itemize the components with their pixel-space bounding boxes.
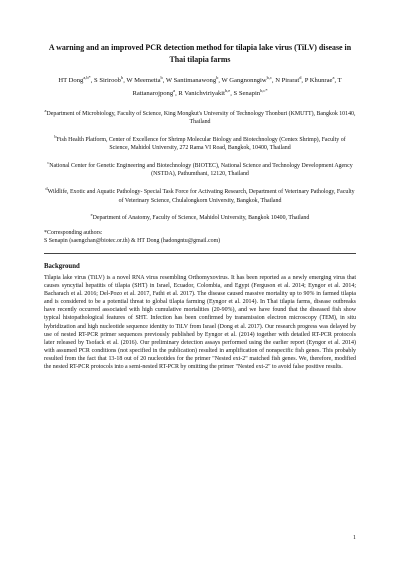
affiliation-list xyxy=(44,107,356,223)
affiliation xyxy=(44,185,356,205)
author-name: P Khunrae xyxy=(304,77,333,85)
paper-title: A warning and an improved PCR detection method for tilapia lake virus (TiLV) disease in Thai tilapia farms xyxy=(48,43,352,64)
affiliation xyxy=(44,159,356,179)
page-number: 1 xyxy=(353,535,356,541)
author-affiliation-mark: b xyxy=(216,75,219,80)
author-affiliation-mark: b,c* xyxy=(260,87,268,93)
affiliation-text: National Center for Genetic Engineering and Biotechnology (BIOTEC), National Science and Technology Development Agency (NSTDA), Pathumthani, 12120, Thailand xyxy=(49,162,353,178)
author-affiliation-mark: b,c xyxy=(266,75,272,80)
affiliation-mark: a xyxy=(44,107,47,113)
author-affiliation-mark: d xyxy=(299,75,302,80)
author-name: S Senapin xyxy=(233,89,261,97)
author-affiliation-mark: a xyxy=(332,75,335,80)
author-name: W Gangnonngiw xyxy=(221,77,267,85)
background-paragraph: Tilapia lake virus (TiLV) is a novel RNA virus resembling Orthomyxovirus. It has been reported as a newly emerging virus that causes syncytial hepatitis of tilapia (SHT) in Israel, Ecuador, Colombia, and Egypt (Ferguson et al. 2014; Eyngor et al. 2014; Bacharach et al. 2016; Del-Pozo et al. 2017, Fathi et al. 2017). The disease caused massive mortality up to 90% in farmed tilapia and is considered to be a potential threat to global tilapia farming (Eyngor et al. 2014). In Thai tilapia farms, disease outbreaks have recently occurred associated with high cumulative mortalities (20-90%), and we have found that the diseased fish show typical histopathological features of SHT. Infection has been confirmed by transmission electron microscopy (TEM), in situ hybridization and high nucleotide sequence identity to TiLV from Israel (Dong et al. 2017). Our research progress was delayed by use of nested RT-PCR primer sequences previously published by Eyngor et al. (2014) together with detailed RT-PCR protocols later released by Tsofack et al. (2016). Our preliminary detection assays performed using the earlier report (Eyngor et al. 2014) with assumed PCR conditions (not specified in the publication) resulted in amplification of nonspecific fish genes. This probably resulted from the fact that 13-18 out of 20 nucleotides for the primer "Nested ext-2" matched fish genes. We, therefore, modified the nested RT-PCR protocols into a semi-nested RT-PCR by omitting the primer "Nested ext-2" to avoid false positive results. xyxy=(44,274,356,370)
author xyxy=(94,77,123,84)
author xyxy=(305,77,335,84)
affiliation-mark: d xyxy=(45,186,48,192)
author-name: HT Dong xyxy=(58,77,84,85)
corresponding-text: S Senapin (saengchan@biotec.or.th) & HT Dong (hadongntu@gmail.com) xyxy=(44,238,221,245)
affiliation xyxy=(44,211,356,223)
author xyxy=(166,77,218,84)
affiliation-text: Wildlife, Exotic and Aquatic Pathology- Special Task Force for Activating Research, Department of Veterinary Pathology, Faculty of Veterinary Science, Chulalongkorn University, Bangkok, Thailand xyxy=(47,189,355,204)
affiliation-mark: b xyxy=(54,133,57,139)
affiliation-mark: c xyxy=(47,159,50,165)
background-heading: Background xyxy=(44,262,80,270)
author-affiliation-mark: b xyxy=(120,75,124,80)
author-name: S Siriroob xyxy=(94,77,121,85)
author xyxy=(58,77,90,84)
author-name: W Meemetta xyxy=(126,77,161,85)
author-affiliation-mark: a xyxy=(173,87,176,93)
corresponding-label: *Corresponding authors: xyxy=(44,229,103,236)
affiliation xyxy=(44,133,356,153)
author-name: R Vanichviriyakit xyxy=(178,89,225,97)
affiliation-text: Department of Microbiology, Faculty of Science, King Mongkut's University of Technology Thonburi (KMUTT), Bangkok 10140, Thailand xyxy=(46,110,356,126)
author-name: T Rattanarojpong xyxy=(132,77,342,97)
section-divider xyxy=(44,253,356,254)
author xyxy=(178,87,231,97)
author-name: W Santimanawong xyxy=(165,77,217,85)
affiliation xyxy=(44,107,356,127)
corresponding-authors xyxy=(44,229,356,246)
affiliation-text: Fish Health Platform, Center of Excellence for Shrimp Molecular Biology and Biotechnology (Centex Shrimp), Faculty of Science, Mahidol University, 272 Rama VI Road, Bangkok, 10400, Thailand xyxy=(56,136,346,152)
author xyxy=(222,77,272,84)
author-affiliation-mark: a,b* xyxy=(83,75,91,80)
author xyxy=(126,77,162,84)
author-list: HT Dong$^{a,b*}$, S Siriroob$^b$, W Meemetta$^b$, W Santimanawong$^b$, W Gangnonngiw$^{b,c}$, N Pirarat$^d$, P Khunrae$^a$, T Rattanarojpong$^a$, R Vanichviriyakit$^{b,e}$, S Senapin$^{b,c*}$ xyxy=(58,75,342,97)
author-affiliation-mark: b xyxy=(160,75,163,80)
affiliation-mark: e xyxy=(90,212,93,218)
affiliation-text: Department of Anatomy, Faculty of Science, Mahidol University, Bangkok 10400, Thailand xyxy=(92,215,310,222)
author-name: N Pirarat xyxy=(275,77,300,85)
author xyxy=(275,77,301,84)
author xyxy=(233,87,268,97)
author-affiliation-mark: b,e xyxy=(224,87,231,93)
